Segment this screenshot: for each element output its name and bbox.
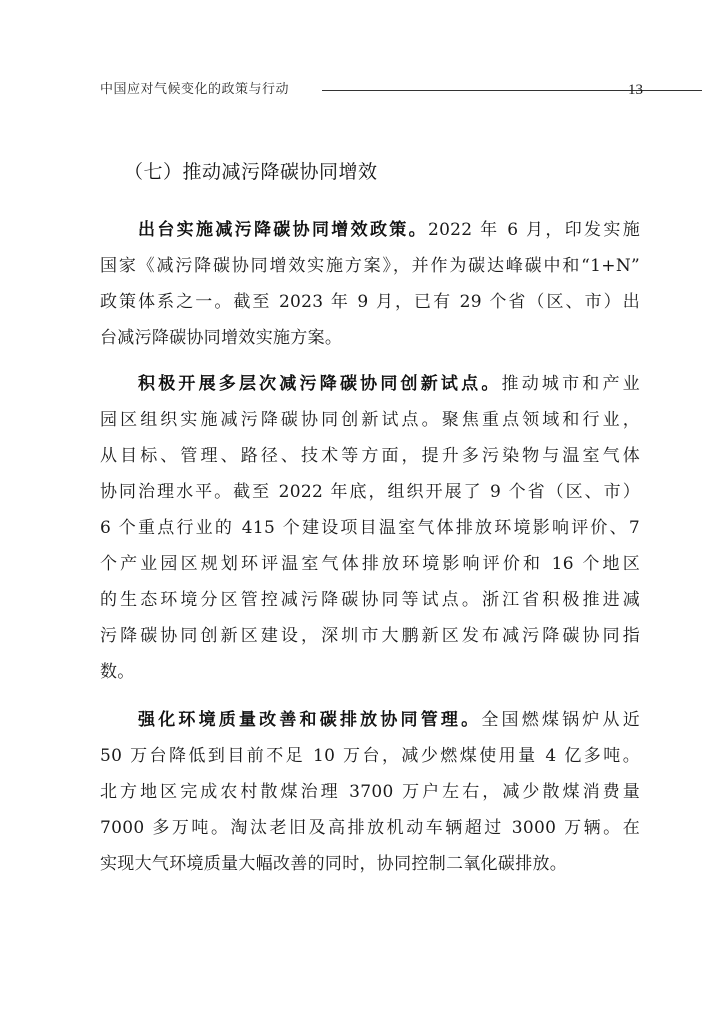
paragraph-line: 政策体系之一。截至 2023 年 9 月，已有 29 个省（区、市）出 xyxy=(100,292,640,312)
paragraph-policy xyxy=(100,212,640,356)
section-heading: （七）推动减污降碳协同增效 xyxy=(124,161,378,183)
paragraph-line: 7000 多万吨。淘汰老旧及高排放机动车辆超过 3000 万辆。在 xyxy=(100,818,640,838)
paragraph-line: 国家《减污降碳协同增效实施方案》，并作为碳达峰碳中和“1+N” xyxy=(100,256,640,276)
paragraph-line: 协同治理水平。截至 2022 年底，组织开展了 9 个省（区、市） xyxy=(100,482,640,502)
page-number: 13 xyxy=(628,82,643,98)
running-header xyxy=(100,80,643,100)
paragraph-text: 2022 年 6 月，印发实施 xyxy=(427,220,641,240)
paragraph-environment xyxy=(100,702,640,882)
header-rule xyxy=(322,90,702,91)
paragraph-line: 从目标、管理、路径、技术等方面，提升多污染物与温室气体 xyxy=(100,446,640,466)
paragraph-line: 实现大气环境质量大幅改善的同时，协同控制二氧化碳排放。 xyxy=(100,854,568,874)
paragraph-line: 污降碳协同创新区建设，深圳市大鹏新区发布减污降碳协同指 xyxy=(100,626,640,646)
paragraph-line: 6 个重点行业的 415 个建设项目温室气体排放环境影响评价、7 xyxy=(100,518,640,538)
paragraph-line: 数。 xyxy=(100,662,135,682)
paragraph-text: 推动城市和产业 xyxy=(501,374,640,394)
paragraph-text: 全国燃煤锅炉从近 xyxy=(481,710,640,730)
header-title: 中国应对气候变化的政策与行动 xyxy=(100,82,290,97)
paragraph-line: 个产业园区规划环评温室气体排放环境影响评价和 16 个地区 xyxy=(100,554,640,574)
paragraph-lead: 出台实施减污降碳协同增效政策。 xyxy=(138,220,428,240)
paragraph-lead: 积极开展多层次减污降碳协同创新试点。 xyxy=(138,374,502,394)
paragraph-line: 台减污降碳协同增效实施方案。 xyxy=(100,328,343,348)
paragraph-line: 北方地区完成农村散煤治理 3700 万户左右，减少散煤消费量 xyxy=(100,782,640,802)
paragraph-line xyxy=(100,212,640,248)
paragraph-line: 50 万台降低到目前不足 10 万台，减少燃煤使用量 4 亿多吨。 xyxy=(100,746,640,766)
paragraph-line xyxy=(100,366,640,402)
paragraph-pilots xyxy=(100,366,640,690)
paragraph-lead: 强化环境质量改善和碳排放协同管理。 xyxy=(138,710,482,730)
paragraph-line: 园区组织实施减污降碳协同创新试点。聚焦重点领域和行业， xyxy=(100,410,640,430)
paragraph-line: 的生态环境分区管控减污降碳协同等试点。浙江省积极推进减 xyxy=(100,590,640,610)
paragraph-line xyxy=(100,702,640,738)
